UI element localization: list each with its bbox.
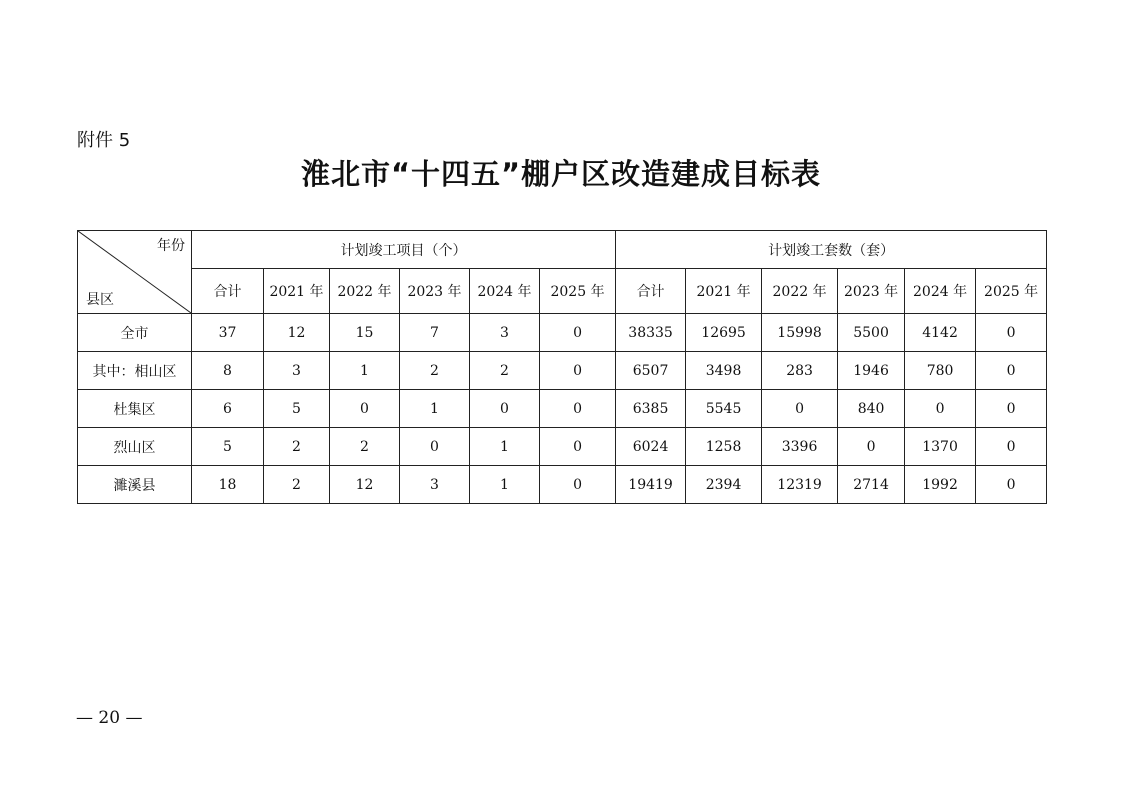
table-cell: 3 [264,352,330,390]
row-label: 濉溪县 [78,466,192,504]
table-cell: 1370 [905,428,976,466]
table-cell: 0 [540,428,616,466]
table-cell: 0 [330,390,400,428]
column-header: 2022 年 [762,269,838,314]
table-cell: 5545 [686,390,762,428]
table-cell: 0 [400,428,470,466]
table-cell: 6024 [616,428,686,466]
table-row [78,314,1047,352]
table-cell: 2 [264,466,330,504]
table-cell: 0 [976,428,1047,466]
table-cell: 0 [540,466,616,504]
column-header: 2024 年 [470,269,540,314]
table-cell: 3498 [686,352,762,390]
table-cell: 0 [540,352,616,390]
table-cell: 283 [762,352,838,390]
table-cell: 0 [470,390,540,428]
group-header-projects: 计划竣工项目（个） [192,231,616,269]
table-cell: 1 [470,466,540,504]
target-table [77,230,1047,504]
table-cell: 1 [330,352,400,390]
table-cell: 5 [192,428,264,466]
table-cell: 0 [976,352,1047,390]
table-cell: 2 [400,352,470,390]
table-cell: 15 [330,314,400,352]
table-cell: 5500 [838,314,905,352]
table-cell: 0 [838,428,905,466]
table-cell: 0 [905,390,976,428]
column-header: 2024 年 [905,269,976,314]
column-header: 2021 年 [686,269,762,314]
table-cell: 6 [192,390,264,428]
table-cell: 12695 [686,314,762,352]
table-row [78,352,1047,390]
column-header: 2023 年 [838,269,905,314]
table-cell: 7 [400,314,470,352]
corner-header-cell [78,231,192,314]
table-cell: 2 [264,428,330,466]
corner-county-label: 县区 [86,292,114,308]
table-cell: 38335 [616,314,686,352]
column-header: 2022 年 [330,269,400,314]
table-row [78,466,1047,504]
table-cell: 0 [762,390,838,428]
table-cell: 1946 [838,352,905,390]
row-label: 其中：相山区 [78,352,192,390]
table-cell: 8 [192,352,264,390]
header-row-group [78,231,1047,269]
column-header: 合计 [616,269,686,314]
table-cell: 1 [400,390,470,428]
table-cell: 2 [470,352,540,390]
table-cell: 4142 [905,314,976,352]
attachment-label: 附件 5 [77,130,131,151]
table-cell: 6507 [616,352,686,390]
column-header: 合计 [192,269,264,314]
column-header: 2025 年 [976,269,1047,314]
table-row [78,428,1047,466]
table-cell: 6385 [616,390,686,428]
table-row [78,390,1047,428]
table-cell: 3 [470,314,540,352]
table-cell: 3 [400,466,470,504]
page-title: 淮北市“十四五”棚户区改造建成目标表 [300,157,822,191]
column-header: 2021 年 [264,269,330,314]
table-cell: 0 [976,466,1047,504]
table-cell: 18 [192,466,264,504]
table-cell: 12 [264,314,330,352]
table-cell: 3396 [762,428,838,466]
table-cell: 0 [976,390,1047,428]
table-cell: 2394 [686,466,762,504]
table-cell: 2714 [838,466,905,504]
column-header: 2023 年 [400,269,470,314]
table-cell: 0 [540,390,616,428]
table-cell: 1992 [905,466,976,504]
table-cell: 12 [330,466,400,504]
row-label: 杜集区 [78,390,192,428]
page-number: — 20 — [76,708,143,728]
group-header-units: 计划竣工套数（套） [616,231,1047,269]
column-header: 2025 年 [540,269,616,314]
table-cell: 1 [470,428,540,466]
table-cell: 12319 [762,466,838,504]
corner-year-label: 年份 [157,238,185,254]
table-cell: 19419 [616,466,686,504]
table-cell: 15998 [762,314,838,352]
row-label: 全市 [78,314,192,352]
row-label: 烈山区 [78,428,192,466]
table-cell: 780 [905,352,976,390]
table-cell: 840 [838,390,905,428]
header-row-years [78,269,1047,314]
table-cell: 5 [264,390,330,428]
table-cell: 0 [540,314,616,352]
table-cell: 2 [330,428,400,466]
table-cell: 1258 [686,428,762,466]
table-cell: 37 [192,314,264,352]
table-cell: 0 [976,314,1047,352]
